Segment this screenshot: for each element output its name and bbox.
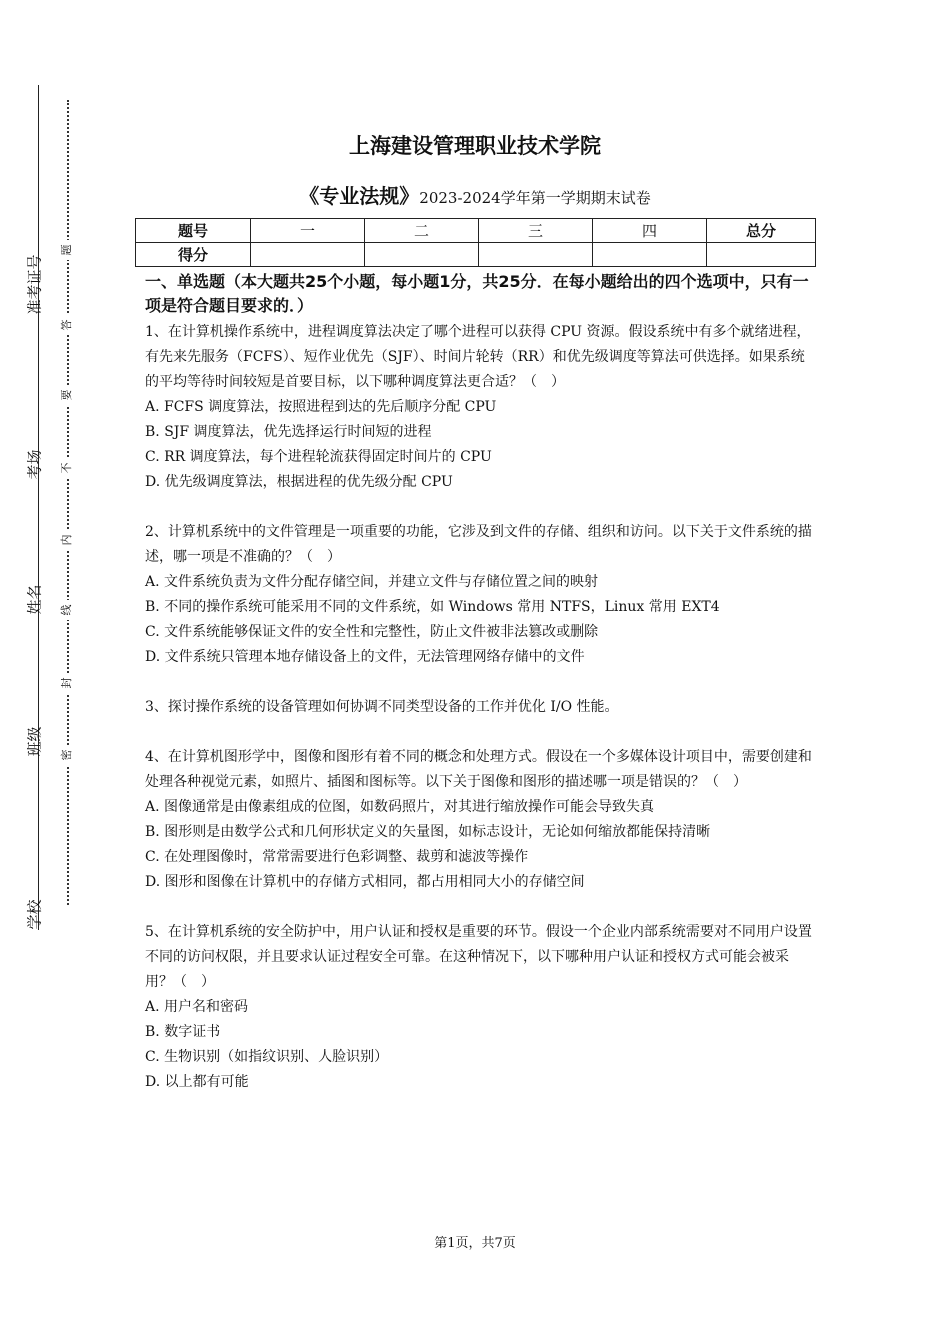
page-footer: 第1页，共7页 [434,1236,516,1251]
score-input-cell[interactable] [365,243,479,267]
name-field[interactable] [24,584,45,615]
question-stem: 4、在计算机图形学中，图像和图形有着不同的概念和处理方式。假设在一个多媒体设计项目中，需要创建和处理各种视觉元素，如照片、插图和图标等。以下关于图像和图形的描述哪一项是错误的？（ ） [145,749,812,790]
answer-option[interactable]: A. 用户名和密码 [145,999,249,1015]
class-label: 班级 [25,726,44,757]
exam-room-label: 考场 [25,449,44,480]
question-stem: 3、探讨操作系统的设备管理如何协调不同类型设备的工作并优化 I/O 性能。 [145,699,619,715]
seal-dotted-line [67,100,69,905]
score-label-cell: 得分 [136,243,251,267]
class-field[interactable] [24,726,45,757]
seal-char: 不 [58,458,78,478]
score-table-cell: 一 [251,219,365,243]
seal-char: 密 [58,745,78,765]
answer-option[interactable]: D. 图形和图像在计算机中的存储方式相同，都占用相同大小的存储空间 [145,874,585,890]
answer-option[interactable]: B. 数字证书 [145,1024,221,1040]
question-stem: 1、在计算机操作系统中，进程调度算法决定了哪个进程可以获得 CPU 资源。假设系统中有多个就绪进程，有先来先服务（FCFS）、短作业优先（SJF）、时间片轮转（RR）和优先级调度等算法可供选择。如果系统的平均等待时间较短是首要目标，以下哪种调度算法更合适？（ ） [145,324,811,390]
answer-option[interactable]: A. 图像通常是由像素组成的位图，如数码照片，对其进行缩放操作可能会导致失真 [145,799,655,815]
exam-room-field[interactable] [24,449,45,480]
answer-option[interactable]: C. RR 调度算法，每个进程轮流获得固定时间片的 CPU [145,449,492,465]
score-table-cell: 三 [479,219,593,243]
answer-option[interactable]: A. 文件系统负责为文件分配存储空间，并建立文件与存储位置之间的映射 [145,574,599,590]
score-input-cell[interactable] [479,243,593,267]
exam-number-field[interactable] [24,254,45,315]
binding-line [38,85,39,930]
answer-option[interactable]: B. SJF 调度算法，优先选择运行时间短的进程 [145,424,432,440]
seal-char: 线 [58,600,78,620]
seal-char: 内 [58,530,78,550]
seal-char: 答 [58,315,78,335]
school-title: 上海建设管理职业技术学院 [349,134,601,158]
question-stem: 2、计算机系统中的文件管理是一项重要的功能，它涉及到文件的存储、组织和访问。以下关于文件系统的描述，哪一项是不准确的？（ ） [145,524,812,565]
answer-option[interactable]: B. 不同的操作系统可能采用不同的文件系统，如 Windows 常用 NTFS，Linux 常用 EXT4 [145,599,720,615]
exam-content [145,270,813,1095]
school-field[interactable] [24,899,45,930]
name-label: 姓名 [25,584,44,615]
question-stem: 5、在计算机系统的安全防护中，用户认证和授权是重要的环节。假设一个企业内部系统需要对不同用户设置不同的访问权限，并且要求认证过程安全可靠。在这种情况下，以下哪种用户认证和授权方式可能会被采用？（ ） [145,924,812,990]
score-input-cell[interactable] [707,243,816,267]
score-table-cell: 二 [365,219,479,243]
school-label: 学校 [25,899,44,930]
section-title: 一、单选题（本大题共25个小题，每小题1分，共25分．在每小题给出的四个选项中，只有一项是符合题目要求的．） [145,272,809,315]
score-input-cell[interactable] [251,243,365,267]
score-table-cell: 总分 [707,219,816,243]
score-table [135,218,816,267]
score-table-cell: 四 [593,219,707,243]
score-table-score-row [136,243,816,267]
answer-option[interactable]: C. 在处理图像时，常常需要进行色彩调整、裁剪和滤波等操作 [145,849,529,865]
exam-title [0,180,950,209]
answer-option[interactable]: D. 文件系统只管理本地存储设备上的文件，无法管理网络存储中的文件 [145,649,585,665]
answer-option[interactable]: B. 图形则是由数学公式和几何形状定义的矢量图，如标志设计，无论如何缩放都能保持清晰 [145,824,711,840]
answer-option[interactable]: C. 文件系统能够保证文件的安全性和完整性，防止文件被非法篡改或删除 [145,624,599,640]
answer-option[interactable]: D. 优先级调度算法，根据进程的优先级分配 CPU [145,474,453,490]
course-name: 《专业法规》 [299,184,420,208]
score-table-cell: 题号 [136,219,251,243]
exam-number-label: 准考证号 [25,254,44,315]
seal-char: 题 [58,240,78,260]
answer-option[interactable]: D. 以上都有可能 [145,1074,249,1090]
answer-option[interactable]: C. 生物识别（如指纹识别、人脸识别） [145,1049,389,1065]
score-input-cell[interactable] [593,243,707,267]
score-table-header-row [136,219,816,243]
answer-option[interactable]: A. FCFS 调度算法，按照进程到达的先后顺序分配 CPU [145,399,497,415]
seal-char: 要 [58,385,78,405]
seal-char: 封 [58,673,78,693]
exam-term: 2023-2024学年第一学期期末试卷 [419,189,651,207]
